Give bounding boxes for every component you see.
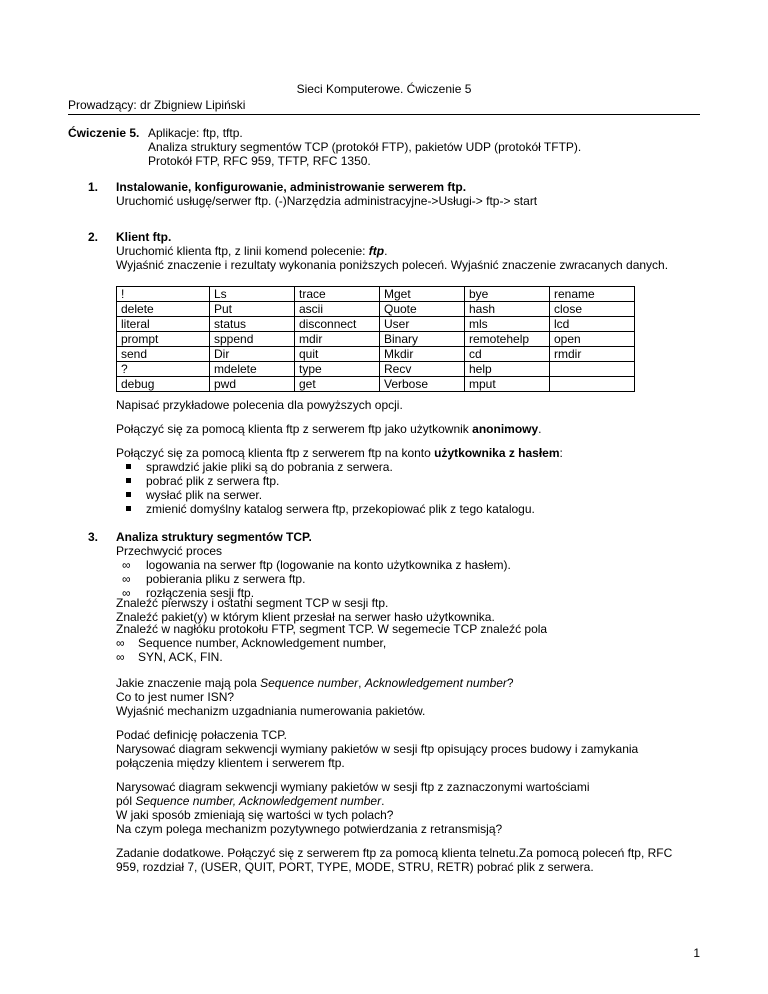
exercise-label: Ćwiczenie 5.	[68, 126, 140, 140]
capture-item	[116, 572, 511, 586]
command-cell: Ls	[210, 287, 295, 302]
exercise-line: Protokół FTP, RFC 959, TFTP, RFC 1350.	[148, 154, 371, 168]
section-2-explain: Wyjaśnić znaczenie i rezultaty wykonania poniższych poleceń. Wyjaśnić znaczenie zwracanych danych.	[116, 258, 669, 272]
command-cell: disconnect	[295, 317, 380, 332]
find-first-last: Znaleźć pierwszy i ostatni segment TCP w sesji ftp.	[116, 596, 389, 610]
command-cell: !	[117, 287, 210, 302]
header-find: Znaleźć w nagłóku protokołu FTP, segment TCP. W segemecie TCP znaleźć pola	[116, 622, 548, 636]
table-row	[117, 287, 635, 302]
table-row	[117, 362, 635, 377]
table-row	[117, 332, 635, 347]
question-values: W jaki sposób zmieniają się wartości w tych polach?	[116, 808, 394, 822]
field-item-text: Sequence number, Acknowledgement number,	[138, 636, 387, 650]
command-cell: sppend	[210, 332, 295, 347]
table-row	[117, 317, 635, 332]
question-fields	[116, 676, 514, 690]
command-cell: lcd	[550, 317, 635, 332]
field-item-text: SYN, ACK, FIN.	[138, 650, 223, 664]
section-2-title: Klient ftp.	[116, 230, 172, 244]
page-header-title: Sieci Komputerowe. Ćwiczenie 5	[296, 82, 472, 96]
command-cell: prompt	[117, 332, 210, 347]
section-2-intro	[116, 244, 668, 258]
diagram-1-text: Narysować diagram sekwencji wymiany pakietów w sesji ftp opisujący proces budowy i zamykania	[116, 742, 639, 756]
extra-task-line-2: 959, rozdział 7, (USER, QUIT, PORT, TYPE, MODE, STRU, RETR) pobrać plik z serwera.	[116, 860, 594, 874]
anon-connect-text	[116, 422, 542, 436]
anon-prefix: Połączyć się za pomocą klienta ftp z serwerem ftp jako użytkownik	[116, 422, 473, 436]
intro-suffix: .	[384, 244, 388, 258]
command-cell: delete	[117, 302, 210, 317]
section-3-title: Analiza struktury segmentów TCP.	[116, 530, 312, 544]
command-cell: Verbose	[380, 377, 465, 392]
command-cell: Put	[210, 302, 295, 317]
infinity-bullet-icon: ∞	[122, 558, 131, 572]
user-connect-text	[116, 446, 563, 460]
command-cell: hash	[465, 302, 550, 317]
section-3-head	[116, 530, 511, 600]
command-cell: help	[465, 362, 550, 377]
header-rule	[68, 114, 700, 115]
diagram-1-text-cont: połączenia między klientem i serwerem ftp.	[116, 756, 345, 770]
q1-mid: ,	[358, 676, 365, 690]
command-cell: mput	[465, 377, 550, 392]
field-item	[116, 650, 386, 664]
questions-block	[116, 676, 514, 718]
anon-connect	[116, 422, 542, 436]
infinity-bullet-icon: ∞	[122, 586, 131, 600]
diag2b-italic: Sequence number, Acknowledgement number	[135, 794, 382, 808]
command-cell: remotehelp	[465, 332, 550, 347]
command-cell: Mget	[380, 287, 465, 302]
command-cell: send	[117, 347, 210, 362]
command-cell: User	[380, 317, 465, 332]
capture-item-text: rozłączenia sesji ftp.	[146, 586, 255, 600]
user-task-item: sprawdzić jakie pliki są do pobrania z serwera.	[116, 460, 563, 474]
command-cell: type	[295, 362, 380, 377]
command-cell: ?	[117, 362, 210, 377]
ftp-commands-table	[116, 286, 635, 392]
table-row	[117, 377, 635, 392]
extra-task-line-1: Zadanie dodatkowe. Połączyć się z serwerem ftp za pomocą klienta telnetu.Za pomocą poleceń ftp, RFC	[116, 846, 673, 860]
capture-item-text: pobierania pliku z serwera ftp.	[146, 572, 306, 586]
field-item	[116, 636, 386, 650]
ftp-command: ftp	[368, 244, 385, 258]
command-cell: bye	[465, 287, 550, 302]
q1-prefix: Jakie znaczenie mają pola	[116, 676, 261, 690]
command-cell: open	[550, 332, 635, 347]
diag2b-suffix: .	[381, 794, 385, 808]
diagram-2-fields	[116, 794, 590, 808]
command-cell: mdelete	[210, 362, 295, 377]
user-task-item: pobrać plik z serwera ftp.	[116, 474, 563, 488]
page-number: 1	[693, 946, 700, 960]
command-cell: get	[295, 377, 380, 392]
infinity-bullet-icon: ∞	[122, 572, 131, 586]
anon-suffix: .	[538, 422, 542, 436]
exercise-line: Aplikacje: ftp, tftp.	[148, 126, 243, 140]
command-cell: literal	[117, 317, 210, 332]
question-numbering: Wyjaśnić mechanizm uzgadniania numerowania pakietów.	[116, 704, 426, 718]
command-cell: ascii	[295, 302, 380, 317]
command-cell: Mkdir	[380, 347, 465, 362]
question-retransmission: Na czym polega mechanizm pozytywnego potwierdzania z retransmisją?	[116, 822, 503, 836]
capture-text: Przechwycić proces	[116, 544, 223, 558]
command-cell: Quote	[380, 302, 465, 317]
header-fields-block	[116, 622, 547, 636]
section-2-tail	[116, 398, 403, 412]
q1-suffix: ?	[506, 676, 514, 690]
command-cell: Recv	[380, 362, 465, 377]
capture-item-text: logowania na serwer ftp (logowanie na konto użytkownika z hasłem).	[146, 558, 511, 572]
user-bold: użytkownika z hasłem	[434, 446, 560, 460]
user-suffix: :	[559, 446, 563, 460]
command-cell	[550, 362, 635, 377]
infinity-bullet-icon: ∞	[116, 650, 125, 664]
fields-list	[116, 636, 386, 664]
table-row	[117, 347, 635, 362]
capture-item	[116, 558, 511, 572]
find-block	[116, 596, 495, 624]
definition-text: Podać definicję połaczenia TCP.	[116, 728, 287, 742]
command-cell: cd	[465, 347, 550, 362]
lecturer-line: Prowadzący: dr Zbigniew Lipiński	[68, 98, 246, 112]
anon-bold: anonimowy	[472, 422, 539, 436]
examples-text: Napisać przykładowe polecenia dla powyższych opcji.	[116, 398, 403, 412]
section-1-body	[116, 180, 537, 208]
find-password: Znaleźć pakiet(y) w którym klient przesłał na serwer hasło użytkownika.	[116, 610, 495, 624]
intro-text: Uruchomić klienta ftp, z linii komend polecenie:	[116, 244, 369, 258]
question-isn: Co to jest numer ISN?	[116, 690, 235, 704]
command-cell: close	[550, 302, 635, 317]
diag2b-prefix: pól	[116, 794, 136, 808]
extra-task-block	[116, 846, 672, 874]
command-cell: quit	[295, 347, 380, 362]
diagram-2-text: Narysować diagram sekwencji wymiany pakietów w sesji ftp z zaznaczonymi wartościami	[116, 780, 590, 794]
section-1-text: Uruchomić usługę/serwer ftp. (-)Narzędzia administracyjne->Usługi-> ftp-> start	[116, 194, 538, 208]
definition-block	[116, 728, 638, 770]
exercise-line: Analiza struktury segmentów TCP (protokół FTP), pakietów UDP (protokół TFTP).	[148, 140, 582, 154]
exercise-description	[148, 126, 581, 168]
q1-ack: Acknowledgement number	[364, 676, 507, 690]
command-cell: mls	[465, 317, 550, 332]
command-cell: debug	[117, 377, 210, 392]
section-2-number: 2.	[88, 230, 99, 244]
user-task-item: zmienić domyślny katalog serwera ftp, przekopiować plik z tego katalogu.	[116, 502, 563, 516]
command-cell: trace	[295, 287, 380, 302]
table-row	[117, 302, 635, 317]
q1-seq: Sequence number	[260, 676, 359, 690]
command-cell: rmdir	[550, 347, 635, 362]
user-task-item: wysłać plik na serwer.	[116, 488, 563, 502]
section-3-number: 3.	[88, 530, 99, 544]
user-connect	[116, 446, 563, 516]
infinity-bullet-icon: ∞	[116, 636, 125, 650]
command-cell: mdir	[295, 332, 380, 347]
section-1-title: Instalowanie, konfigurowanie, administrowanie serwerem ftp.	[116, 180, 467, 194]
command-cell: rename	[550, 287, 635, 302]
diagram-2-block	[116, 780, 590, 836]
command-cell	[550, 377, 635, 392]
command-cell: status	[210, 317, 295, 332]
command-cell: Dir	[210, 347, 295, 362]
command-cell: pwd	[210, 377, 295, 392]
section-2-head	[116, 230, 668, 272]
command-cell: Binary	[380, 332, 465, 347]
section-1-number: 1.	[88, 180, 99, 194]
user-prefix: Połączyć się za pomocą klienta ftp z serwerem ftp na konto	[116, 446, 435, 460]
